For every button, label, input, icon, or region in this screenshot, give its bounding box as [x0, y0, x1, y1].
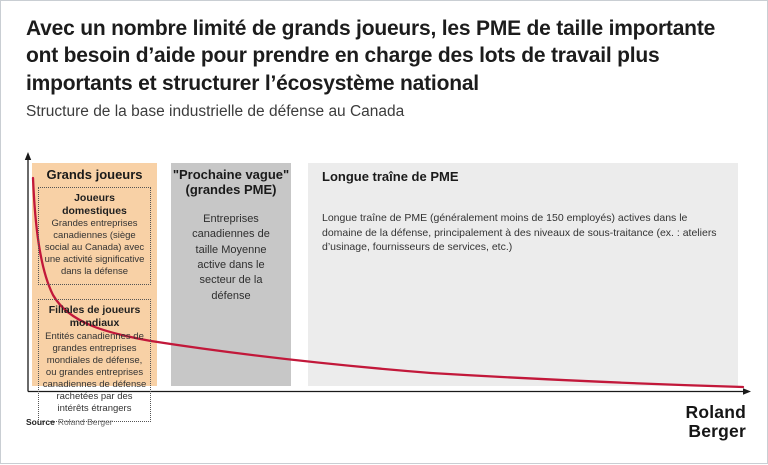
- box-joueurs-domestiques: [38, 187, 151, 286]
- column-longue-traine: [308, 163, 738, 386]
- roland-berger-logo: [685, 403, 746, 441]
- source-label: Source: [26, 417, 55, 427]
- box-filiales-title: Filiales de joueurs mondiaux: [48, 304, 141, 330]
- box-joueurs-domestiques-text: Grandes entreprises canadiennes (siège social au Canada) avec une activité significative dans la défense: [44, 218, 145, 278]
- logo-line-2: Berger: [688, 420, 746, 441]
- column-prochaine-vague: [171, 163, 291, 386]
- source-value: Roland Berger: [57, 417, 113, 427]
- box-filiales-text: Entités canadiennes de grandes entreprises mondiales de défense, ou grandes entreprises canadiennes de défense rachetées par des intérêts étrangers: [42, 330, 147, 414]
- column-longue-traine-header: Longue traîne de PME: [322, 169, 459, 184]
- column-grands-joueurs-header: Grands joueurs: [46, 167, 143, 182]
- column-longue-traine-text: Longue traîne de PME (généralement moins de 150 employés) actives dans le domaine de la défense, principalement à des niveaux de sous-traitance (ex. : ateliers d’usinage, fournisseurs de services, etc.): [322, 211, 717, 254]
- logo-line-1: Roland: [685, 402, 746, 422]
- box-filiales-joueurs-mondiaux: [38, 299, 151, 422]
- page-subtitle: Structure de la base industrielle de défense au Canada: [26, 103, 405, 120]
- column-grands-joueurs: [32, 163, 157, 414]
- y-axis-arrow-icon: [25, 152, 31, 160]
- column-prochaine-vague-header: "Prochaine vague" (grandes PME): [172, 167, 290, 197]
- column-prochaine-vague-text: Entreprises canadiennes de taille Moyenne active dans le secteur de la défense: [192, 212, 270, 302]
- x-axis-arrow-icon: [743, 388, 751, 394]
- box-joueurs-domestiques-title: Joueurs domestiques: [62, 191, 127, 217]
- page-title: Avec un nombre limité de grands joueurs, les PME de taille importante ont besoin d’aide pour prendre en charge des lots de travail plus importants et structurer l’écosystème national: [26, 17, 716, 95]
